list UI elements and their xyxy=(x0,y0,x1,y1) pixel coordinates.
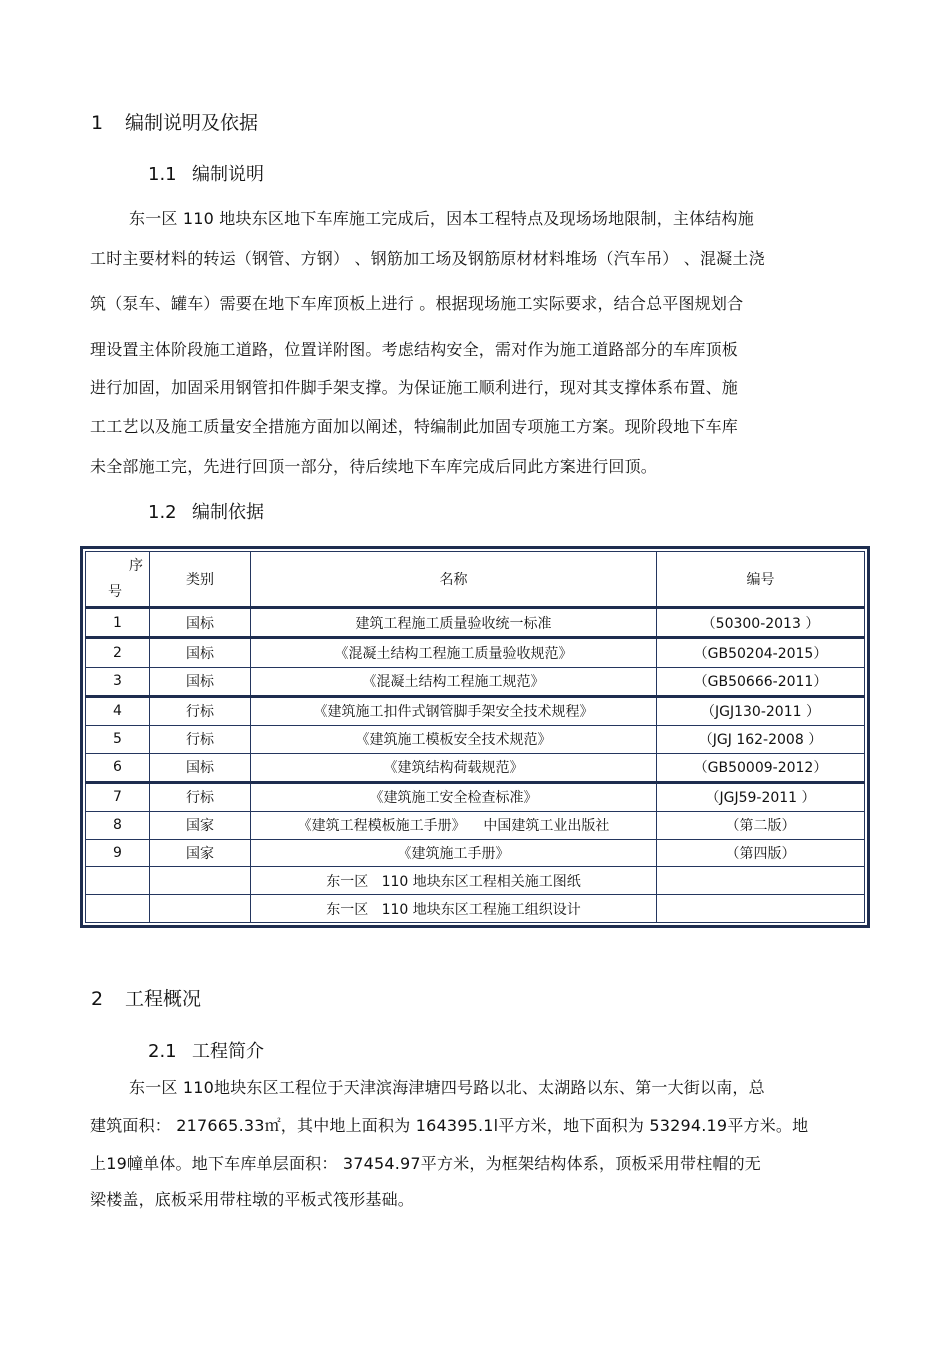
table-header-row xyxy=(86,552,865,608)
table-row xyxy=(86,608,865,638)
row-category: 国家 xyxy=(150,839,251,867)
row-category: 国标 xyxy=(150,753,251,782)
table-row xyxy=(86,867,865,895)
subsection-2-1-title: 工程简介 xyxy=(192,1041,264,1062)
subsection-2-1-heading xyxy=(148,1037,264,1063)
header-seq-bottom: 号 xyxy=(108,584,122,600)
table-row xyxy=(86,667,865,696)
row-code: （JGJ 162-2008 ） xyxy=(657,725,865,753)
table-row xyxy=(86,782,865,811)
row-code: （GB50666-2011） xyxy=(657,667,865,696)
paragraph-line: 东一区 110地块东区工程位于天津滨海津塘四号路以北、太湖路以东、第一大街以南，总 xyxy=(129,1078,765,1097)
table-row xyxy=(86,638,865,667)
subsection-1-1-title: 编制说明 xyxy=(192,164,264,185)
references-table-frame xyxy=(80,546,870,928)
paragraph-line: 理设置主体阶段施工道路，位置详附图。考虑结构安全，需对作为施工道路部分的车库顶板 xyxy=(90,340,739,359)
references-table xyxy=(85,551,865,923)
row-name: 《建筑施工安全检查标准》 xyxy=(251,782,657,811)
section-1-title: 编制说明及依据 xyxy=(125,112,259,134)
header-seq-top: 序 xyxy=(129,558,143,574)
row-seq: 9 xyxy=(86,839,150,867)
row-seq: 3 xyxy=(86,667,150,696)
table-row xyxy=(86,839,865,867)
section-2-number: 2 xyxy=(91,988,104,1010)
row-name: 建筑工程施工质量验收统一标准 xyxy=(251,608,657,638)
row-category: 行标 xyxy=(150,725,251,753)
row-name: 《建筑工程模板施工手册》 中国建筑工业出版社 xyxy=(251,811,657,839)
section-1-number: 1 xyxy=(91,112,104,134)
header-seq xyxy=(86,552,150,608)
row-category: 国家 xyxy=(150,811,251,839)
subsection-1-2-title: 编制依据 xyxy=(192,502,264,523)
row-category: 行标 xyxy=(150,696,251,725)
row-code: （GB50009-2012） xyxy=(657,753,865,782)
subsection-1-1-heading xyxy=(148,160,264,186)
header-name: 名称 xyxy=(251,552,657,608)
header-code: 编号 xyxy=(657,552,865,608)
row-category xyxy=(150,867,251,895)
section-1-heading xyxy=(91,108,258,135)
subsection-1-1-number: 1.1 xyxy=(148,164,177,185)
row-seq: 7 xyxy=(86,782,150,811)
paragraph-line: 东一区 110 地块东区地下车库施工完成后，因本工程特点及现场场地限制，主体结构施 xyxy=(129,209,754,228)
row-seq: 4 xyxy=(86,696,150,725)
row-name: 《建筑施工手册》 xyxy=(251,839,657,867)
subsection-2-1-number: 2.1 xyxy=(148,1041,177,1062)
paragraph-line: 未全部施工完，先进行回顶一部分，待后续地下车库完成后同此方案进行回顶。 xyxy=(90,457,658,476)
row-code: （50300-2013 ） xyxy=(657,608,865,638)
subsection-1-2-heading xyxy=(148,498,264,524)
paragraph-line: 梁楼盖，底板采用带柱墩的平板式筏形基础。 xyxy=(90,1190,415,1209)
row-code: （第四版） xyxy=(657,839,865,867)
row-code xyxy=(657,895,865,923)
paragraph-line: 建筑面积： 217665.33㎡，其中地上面积为 164395.1l平方米，地下面积为 53294.19平方米。地 xyxy=(90,1116,809,1135)
row-code xyxy=(657,867,865,895)
header-category: 类别 xyxy=(150,552,251,608)
paragraph-line: 上19幢单体。地下车库单层面积： 37454.97平方米，为框架结构体系，顶板采用带柱帽的无 xyxy=(90,1154,761,1173)
row-seq xyxy=(86,895,150,923)
row-category: 国标 xyxy=(150,608,251,638)
section-2-heading xyxy=(91,984,201,1011)
row-category: 国标 xyxy=(150,638,251,667)
row-seq: 1 xyxy=(86,608,150,638)
row-name: 《建筑结构荷载规范》 xyxy=(251,753,657,782)
paragraph-line: 工时主要材料的转运（钢管、方钢） 、钢筋加工场及钢筋原材材料堆场（汽车吊） 、混凝土浇 xyxy=(90,249,765,268)
row-name: 《建筑施工扣件式钢管脚手架安全技术规程》 xyxy=(251,696,657,725)
row-category: 行标 xyxy=(150,782,251,811)
row-name: 《混凝土结构工程施工规范》 xyxy=(251,667,657,696)
row-name: 东一区 110 地块东区工程施工组织设计 xyxy=(251,895,657,923)
section-2-title: 工程概况 xyxy=(125,988,202,1010)
row-seq: 5 xyxy=(86,725,150,753)
table-row xyxy=(86,753,865,782)
table-row xyxy=(86,895,865,923)
row-name: 《建筑施工模板安全技术规范》 xyxy=(251,725,657,753)
table-row xyxy=(86,725,865,753)
row-code: （GB50204-2015） xyxy=(657,638,865,667)
row-seq: 2 xyxy=(86,638,150,667)
paragraph-line: 进行加固，加固采用钢管扣件脚手架支撑。为保证施工顺利进行，现对其支撑体系布置、施 xyxy=(90,378,739,397)
subsection-1-2-number: 1.2 xyxy=(148,502,177,523)
table-row xyxy=(86,811,865,839)
row-code: （JGJ130-2011 ） xyxy=(657,696,865,725)
row-code: （JGJ59-2011 ） xyxy=(657,782,865,811)
row-seq xyxy=(86,867,150,895)
row-category: 国标 xyxy=(150,667,251,696)
row-seq: 8 xyxy=(86,811,150,839)
paragraph-line: 筑（泵车、罐车）需要在地下车库顶板上进行 。根据现场施工实际要求，结合总平图规划合 xyxy=(90,294,744,313)
row-name: 《混凝土结构工程施工质量验收规范》 xyxy=(251,638,657,667)
row-seq: 6 xyxy=(86,753,150,782)
paragraph-line: 工工艺以及施工质量安全措施方面加以阐述，特编制此加固专项施工方案。现阶段地下车库 xyxy=(90,417,739,436)
table-row xyxy=(86,696,865,725)
row-code: （第二版） xyxy=(657,811,865,839)
row-category xyxy=(150,895,251,923)
row-name: 东一区 110 地块东区工程相关施工图纸 xyxy=(251,867,657,895)
